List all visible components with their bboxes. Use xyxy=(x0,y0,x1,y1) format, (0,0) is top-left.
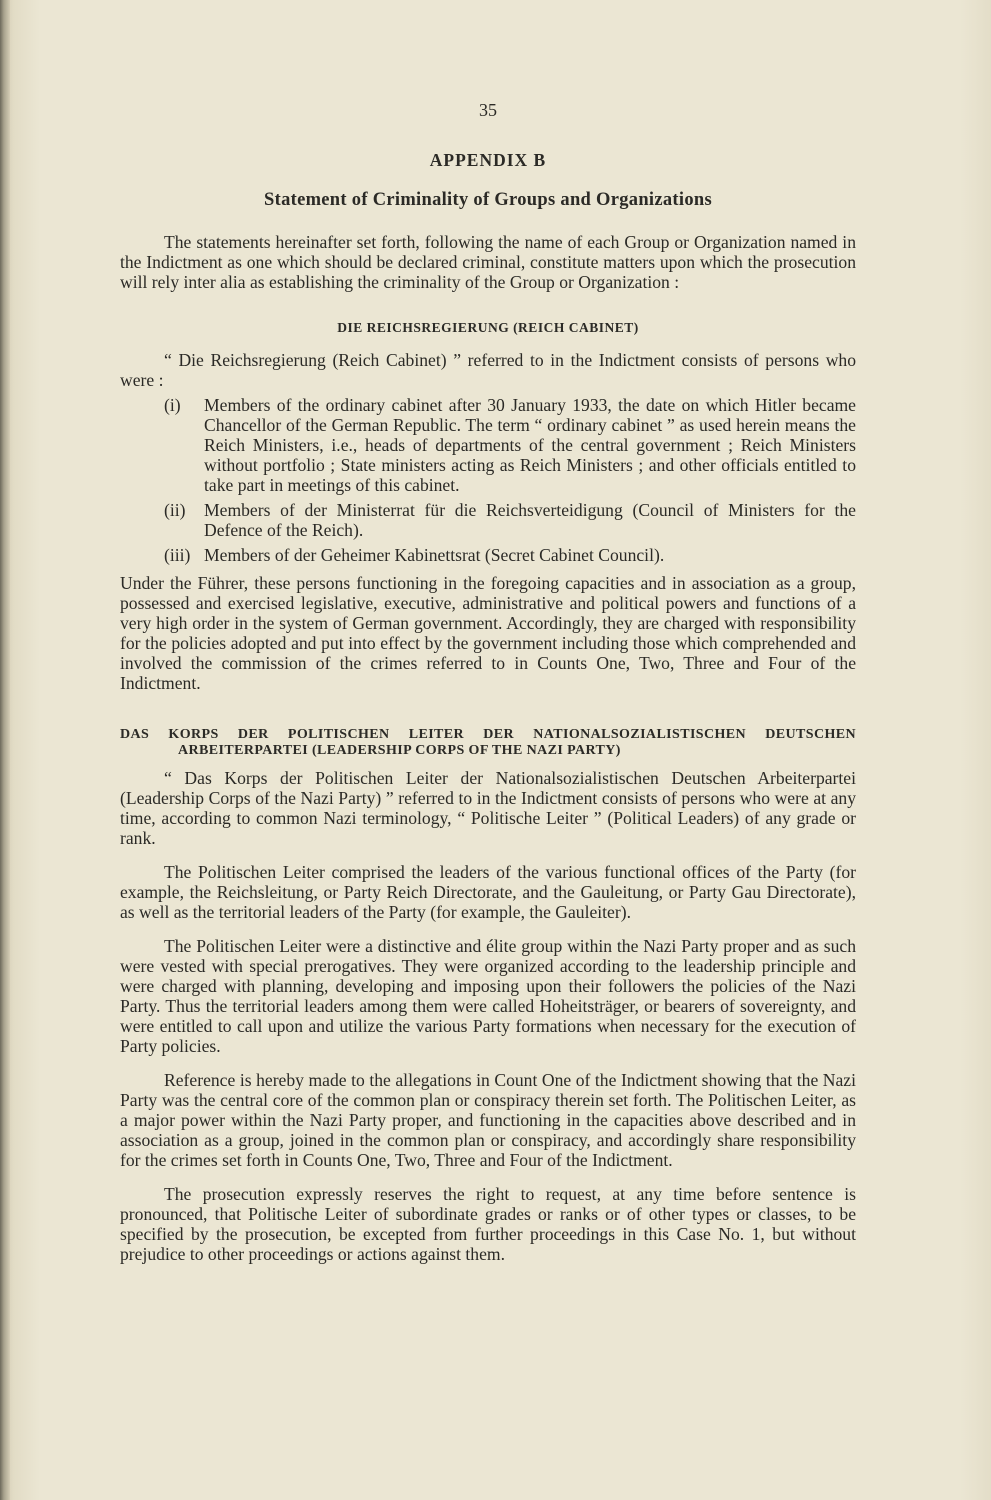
appendix-title: APPENDIX B xyxy=(429,150,547,170)
leadership-corps-paragraph: Reference is hereby made to the allegations in Count One of the Indictment showing that the Nazi Party was the central core of the common plan or conspiracy therein set forth. The Politischen Leiter, as a major power within the Nazi Party proper, and functioning in the capacities above described and in association as a group, joined in the common plan or conspiracy, and accordingly share responsibility for the crimes set forth in Counts One, Two, Three and Four of the Indictment. xyxy=(120,1070,856,1170)
list-item xyxy=(120,395,856,495)
section-heading-reich-cabinet: DIE REICHSREGIERUNG (REICH CABINET) xyxy=(337,320,639,335)
leadership-corps-paragraph: The prosecution expressly reserves the right to request, at any time before sentence is pronounced, that Politische Leiter of subordinate grades or ranks or of other types or classes, to be specified by the prosecution, be excepted from further proceedings in this Case No. 1, but without prejudice to other proceedings or actions against them. xyxy=(120,1184,856,1264)
list-marker: (i) xyxy=(164,395,181,415)
reich-cabinet-closing-paragraph: Under the Führer, these persons functioning in the foregoing capacities and in association as a group, possessed and exercised legislative, executive, administrative and political powers and functions of a very high order in the system of German government. Accordingly, they are charged with responsibility for the policies adopted and put into effect by the government including those which comprehended and involved the commission of the crimes referred to in Counts One, Two, Three and Four of the Indictment. xyxy=(120,573,856,693)
leadership-corps-paragraph: “ Das Korps der Politischen Leiter der Nationalsozialistischen Deutschen Arbeiterpartei (Leadership Corps of the Nazi Party) ” referred to in the Indictment consists of persons who were at any time, according to common Nazi terminology, “ Politische Leiter ” (Political Leaders) of any grade or rank. xyxy=(120,768,856,848)
page-content xyxy=(120,100,856,1264)
reich-cabinet-intro: “ Die Reichsregierung (Reich Cabinet) ” referred to in the Indictment consists of persons who were : xyxy=(120,350,856,390)
list-marker: (iii) xyxy=(164,545,191,565)
leadership-corps-paragraph: The Politischen Leiter comprised the leaders of the various functional offices of the Party (for example, the Reichsleitung, or Party Reich Directorate, and the Gauleitung, or Party Gau Directorate), as well as the territorial leaders of the Party (for example, the Gauleiter). xyxy=(120,862,856,922)
list-item-text: Members of der Geheimer Kabinettsrat (Secret Cabinet Council). xyxy=(204,545,665,565)
book-spine-edge xyxy=(0,0,10,1500)
section-heading-leadership-corps: DAS KORPS DER POLITISCHEN LEITER DER NATIONALSOZIALISTISCHEN DEUTSCHEN ARBEITERPARTEI (LEADERSHIP CORPS OF THE NAZI PARTY) xyxy=(120,727,856,758)
intro-paragraph: The statements hereinafter set forth, following the name of each Group or Organization named in the Indictment as one which should be declared criminal, constitute matters upon which the prosecution will rely inter alia as establishing the criminality of the Group or Organization : xyxy=(120,232,856,292)
page-number: 35 xyxy=(479,100,497,120)
list-item-text: Members of the ordinary cabinet after 30 January 1933, the date on which Hitler became Chancellor of the German Republic. The term “ ordinary cabinet ” as used herein means the Reich Ministers, i.e., heads of departments of the central government ; Reich Ministers without portfolio ; State ministers acting as Reich Ministers ; and other officials entitled to take part in meetings of this cabinet. xyxy=(204,395,856,495)
list-marker: (ii) xyxy=(164,500,186,520)
reich-cabinet-member-list xyxy=(120,395,856,565)
document-subtitle: Statement of Criminality of Groups and Organizations xyxy=(264,190,712,210)
list-item xyxy=(120,545,856,565)
list-item xyxy=(120,500,856,540)
leadership-corps-paragraph: The Politischen Leiter were a distinctive and élite group within the Nazi Party proper and as such were vested with special prerogatives. They were organized according to the leadership principle and were charged with planning, developing and imposing upon their followers the policies of the Nazi Party. Thus the territorial leaders among them were called Hoheitsträger, or bearers of sovereignty, and were entitled to call upon and utilize the various Party formations when necessary for the execution of Party policies. xyxy=(120,936,856,1056)
list-item-text: Members of der Ministerrat für die Reichsverteidigung (Council of Ministers for the Defence of the Reich). xyxy=(204,500,856,540)
